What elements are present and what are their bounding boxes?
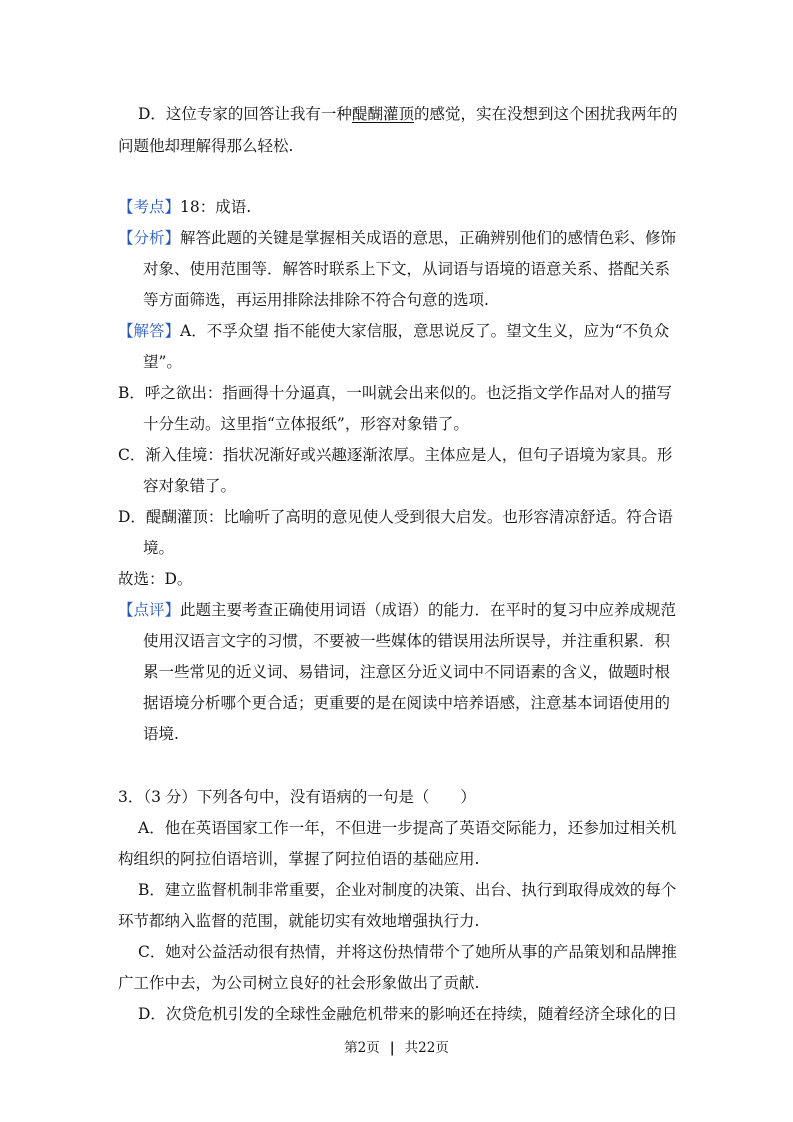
fenxi-line-2: 对象、使用范围等．解答时联系上下文，从词语与语境的语意关系、搭配关系 [143, 260, 671, 278]
jieda-line-3: B．呼之欲出：指画得十分逼真，一叫就会出来似的。也泛指文学作品对人的描写 [118, 384, 672, 402]
dianping-text: 此题主要考查正确使用词语（成语）的能力．在平时的复习中应养成规范 [180, 601, 677, 619]
text-segment: D．这位专家的回答让我有一种 [138, 105, 352, 123]
jieda-line-9: 故选：D。 [118, 570, 193, 588]
fenxi-line-3: 等方面筛选，再运用排除法排除不符合句意的选项. [143, 291, 489, 309]
question-3-line-1: A．他在英语国家工作一年，不但进一步提高了英语交际能力，还参加过相关机 [138, 819, 677, 837]
question-3-stem: 3．（3 分）下列各句中，没有语病的一句是（ ） [118, 788, 476, 806]
page-number: 第2页 [344, 1040, 380, 1056]
dianping-line-4: 据语境分析哪个更合适；更重要的是在阅读中培养语感，注意基本词语使用的 [143, 694, 671, 712]
kaodian-tag: 【考点】 [118, 198, 181, 216]
text-segment: 的感觉，实在没想到这个困扰我两年的 [413, 105, 678, 123]
jieda-line-5: C．渐入佳境：指状况渐好或兴趣逐渐浓厚。主体应是人，但句子语境为家具。形 [118, 446, 673, 464]
page-footer [0, 1039, 793, 1057]
question-3-line-4: 环节都纳入监督的范围，就能切实有效地增强执行力. [118, 912, 480, 930]
jieda-line-4: 十分生动。这里指“立体报纸”，形容对象错了。 [143, 415, 469, 433]
jieda-text: A．不孚众望 指不能使大家信服，意思说反了。望文生义，应为“不负众 [180, 322, 670, 340]
prev-option-d-line-1 [138, 104, 677, 124]
fenxi-line-1 [118, 228, 676, 248]
underlined-idiom: 醍醐灌顶 [351, 105, 414, 123]
dianping-line-5: 语境. [143, 725, 179, 743]
jieda-line-2: 望”。 [143, 353, 182, 371]
jieda-line-8: 境。 [143, 539, 175, 557]
page-total: 共22页 [404, 1040, 449, 1056]
question-3-line-7: D．次贷危机引发的全球性金融危机带来的影响还在持续，随着经济全球化的日 [138, 1005, 678, 1023]
dianping-line-3: 累一些常见的近义词、易错词，注意区分近义词中不同语素的含义，做题时根 [143, 663, 671, 681]
prev-option-d-line-2: 问题他却理解得那么轻松. [118, 137, 294, 155]
kaodian-row [118, 197, 251, 217]
dianping-line-1 [118, 600, 676, 620]
question-3-line-2: 构组织的阿拉伯语培训，掌握了阿拉伯语的基础应用. [118, 850, 480, 868]
dianping-line-2: 使用汉语言文字的习惯，不要被一些媒体的错误用法所误导，并注重积累．积 [143, 632, 671, 650]
footer-separator: | [389, 1040, 395, 1056]
jieda-tag: 【解答】 [118, 322, 181, 340]
jieda-line-7: D．醍醐灌顶：比喻听了高明的意见使人受到很大启发。也形容清凉舒适。符合语 [118, 508, 673, 526]
dianping-tag: 【点评】 [118, 601, 181, 619]
jieda-line-1 [118, 321, 669, 341]
fenxi-tag: 【分析】 [118, 229, 181, 247]
kaodian-text: 18：成语. [180, 198, 252, 216]
fenxi-text: 解答此题的关键是掌握相关成语的意思，正确辨别他们的感情色彩、修饰 [180, 229, 677, 247]
question-3-line-5: C．她对公益活动很有热情，并将这份热情带个了她所从事的产品策划和品牌推 [138, 943, 677, 961]
question-3-line-6: 广工作中去，为公司树立良好的社会形象做出了贡献. [118, 974, 480, 992]
question-3-line-3: B．建立监督机制非常重要，企业对制度的决策、出台、执行到取得成效的每个 [138, 881, 677, 899]
jieda-line-6: 容对象错了。 [143, 477, 237, 495]
